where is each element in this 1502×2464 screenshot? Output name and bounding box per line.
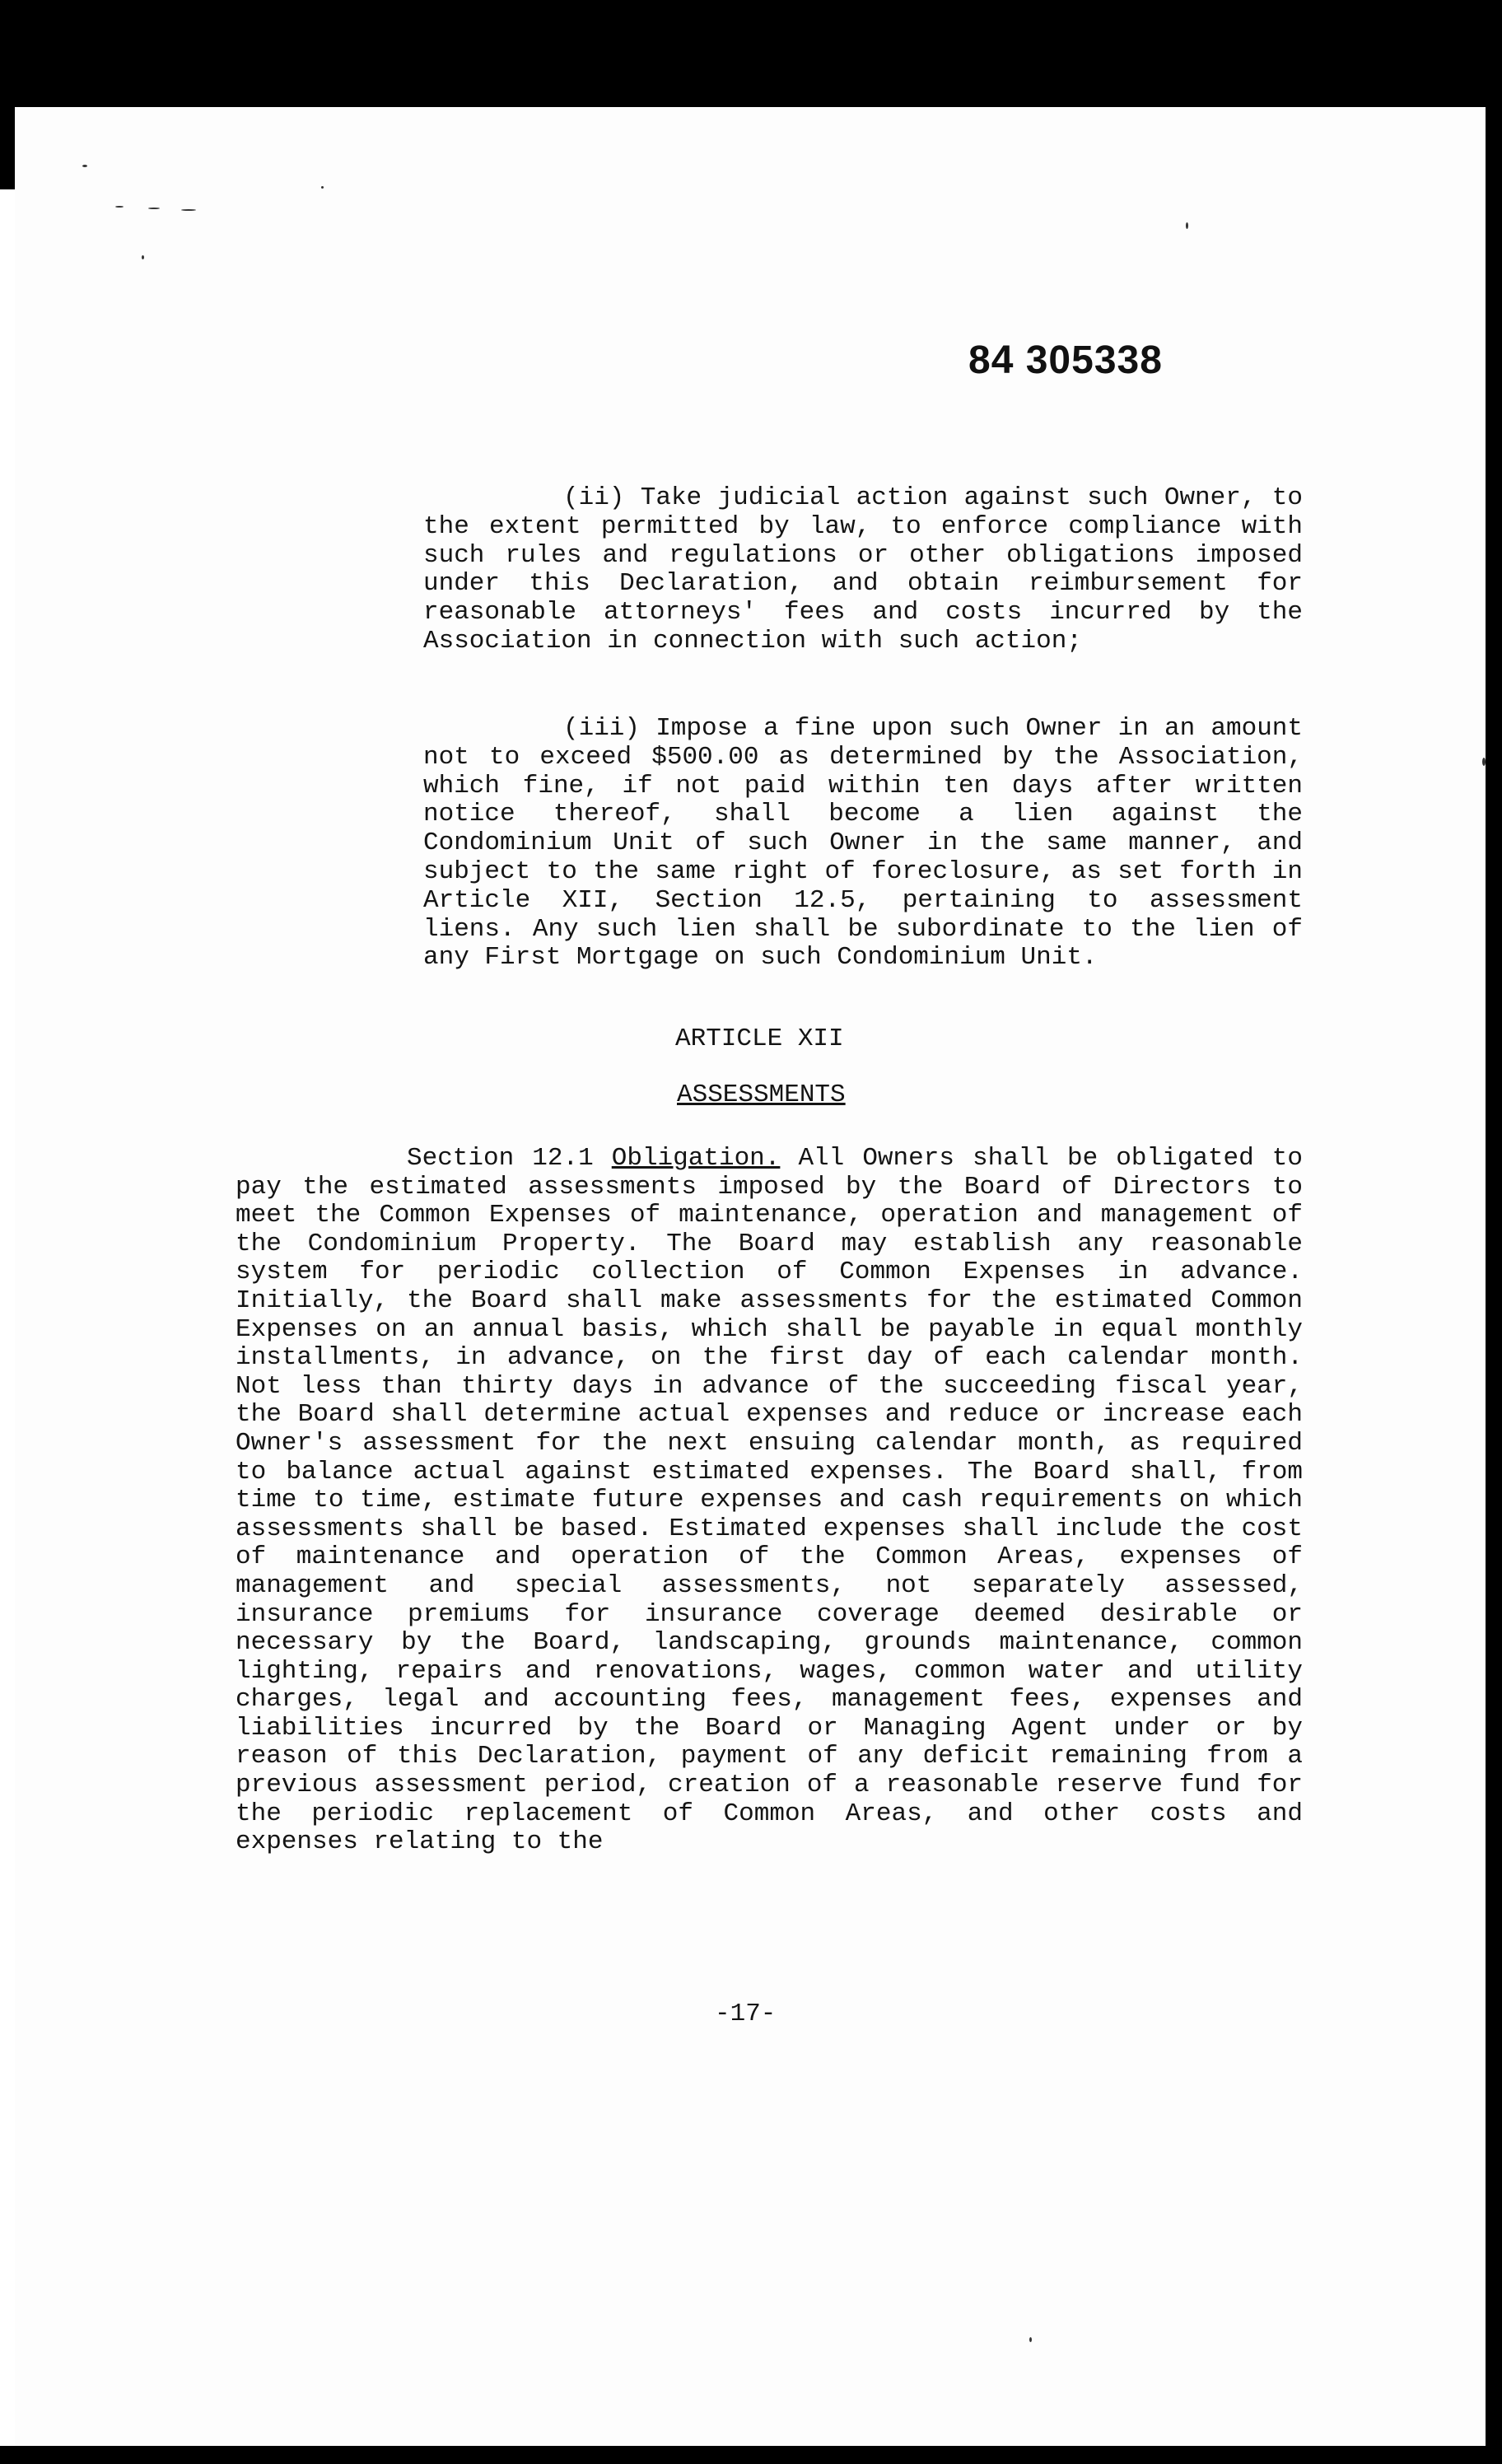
scan-border-bottom [0, 2446, 1502, 2464]
scan-border-left [0, 0, 15, 189]
paragraph-iii [423, 715, 1303, 973]
scan-border-top [0, 0, 1502, 107]
paragraph-ii-label: (ii) [563, 483, 625, 512]
scan-speck [115, 206, 124, 208]
article-heading: ARTICLE XII [675, 1024, 844, 1053]
section-number: Section 12.1 [407, 1144, 594, 1173]
document-number: 84 305338 [968, 338, 1163, 382]
paragraph-ii [423, 484, 1303, 656]
section-text: All Owners shall be obligated to pay the estimated assessments imposed by the Board of Directors to meet the Common Expenses of maintenance, operation and management of the Condominium Property. The Board may establish any reasonable system for periodic collection of Common Expenses in advance. Initially, the Board shall make assessments for the estimated Common Expenses on an annual basis, which shall be payable in equal monthly installments, in advance, on the first day of each calendar month. Not less than thirty days in advance of the succeeding fiscal year, the Board shall determine actual expenses and reduce or increase each Owner's assessment for the next ensuing calendar month, as required to balance actual against estimated expenses. The Board shall, from time to time, estimate future expenses and cash requirements on which assessments shall be based. Estimated expenses shall include the cost of maintenance and operation of the Common Areas, expenses of management and special assessments, not separately assessed, insurance premiums for insurance coverage deemed desirable or necessary by the Board, landscaping, grounds maintenance, common lighting, repairs and renovations, wages, common water and utility charges, legal and accounting fees, management fees, expenses and liabilities incurred by the Board or Managing Agent under or by reason of this Declaration, payment of any deficit remaining from a previous assessment period, creation of a reasonable reserve fund for the periodic replacement of Common Areas, and other costs and expenses relating to the [236, 1144, 1303, 1857]
scan-speck [321, 186, 324, 189]
article-title: ASSESSMENTS [677, 1080, 846, 1109]
scan-speck [142, 255, 144, 259]
scan-border-right [1486, 0, 1502, 2464]
section-title: Obligation. [611, 1144, 781, 1173]
scan-speck [1029, 2337, 1032, 2342]
section-12-1 [236, 1145, 1303, 1857]
scan-speck [1482, 758, 1486, 766]
scan-speck [181, 209, 196, 211]
paragraph-ii-text: Take judicial action against such Owner, to the extent permitted by law, to enforce compliance with such rules and regulations or other obligations imposed under this Declaration, and obtain reimbursement for reasonable attorneys' fees and costs incurred by the Association in connection with such action; [423, 483, 1303, 656]
paragraph-iii-label: (iii) [563, 714, 641, 743]
paragraph-iii-text: Impose a fine upon such Owner in an amount not to exceed $500.00 as determined by the Association, which fine, if not paid within ten days after written notice thereof, shall become a lien against the Condominium Unit of such Owner in the same manner, and subject to the same right of foreclosure, as set forth in Article XII, Section 12.5, pertaining to assessment liens. Any such lien shall be subordinate to the lien of any First Mortgage on such Condominium Unit. [423, 714, 1304, 973]
scan-speck [1186, 222, 1188, 229]
scan-speck [82, 165, 87, 167]
page-number: -17- [715, 2000, 777, 2028]
scan-speck [148, 208, 160, 209]
